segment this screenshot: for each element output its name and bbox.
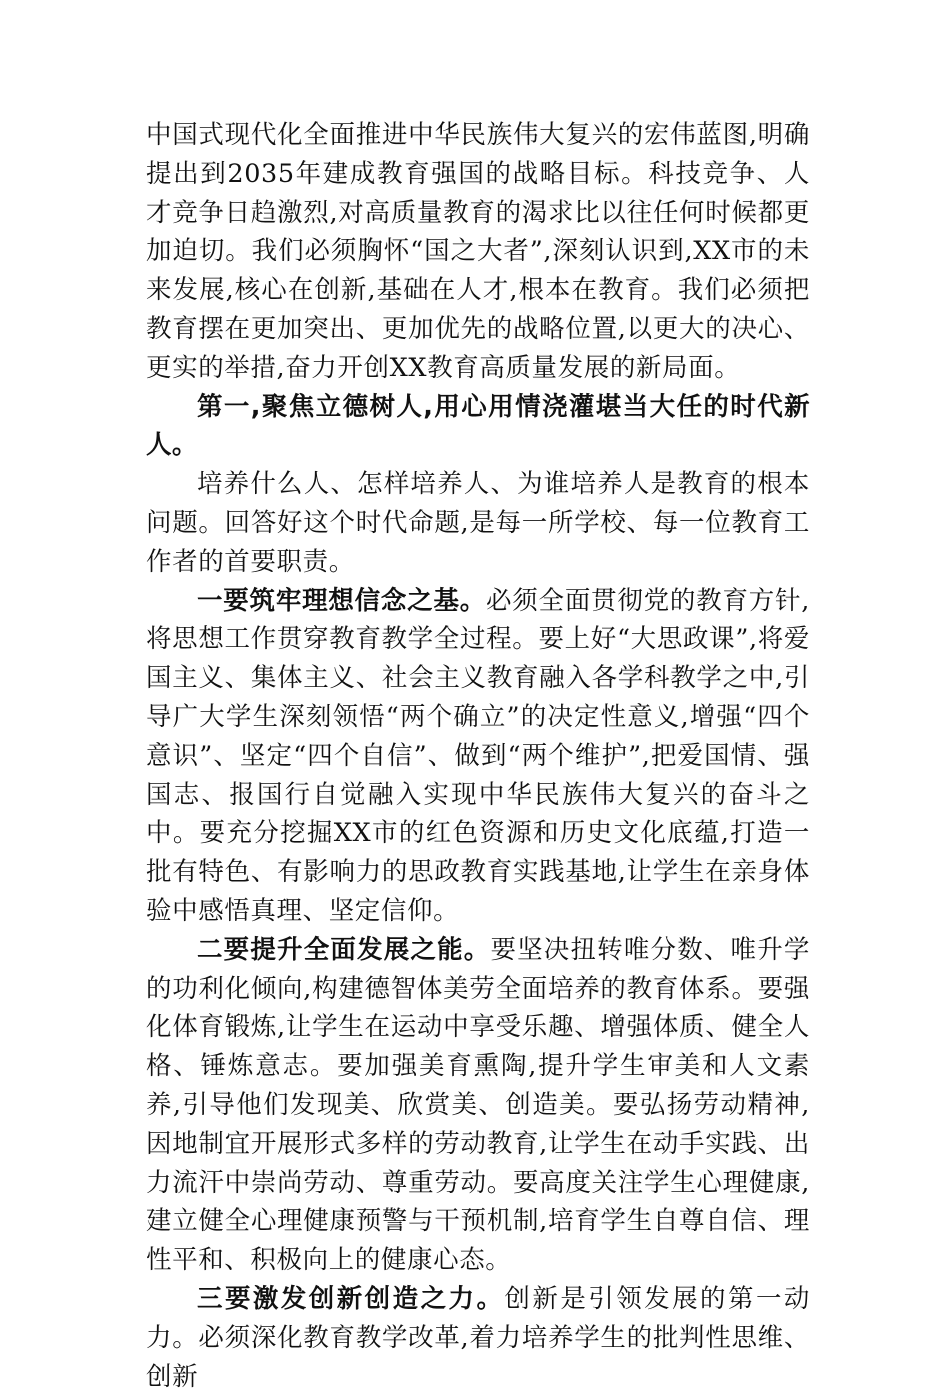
point-2-body: 要坚决扭转唯分数、唯升学的功利化倾向,构建德智体美劳全面培养的教育体系。要强化体育锻炼,让学生在运动中享受乐趣、增强体质、健全人格、锤炼意志。要加强美育熏陶,提升学生审美和人文素养,引导他们发现美、欣赏美、创造美。要弘扬劳动精神,因地制宜开展形式多样的劳动教育,让学生在动手实践、出力流汗中崇尚劳动、尊重劳动。要高度关注学生心理健康,建立健全心理健康预警与干预机制,培育学生自尊自信、理性平和、积极向上的健康心态。 [146,934,810,1276]
point-3-paragraph [146,1280,810,1396]
point-1-body: 必须全面贯彻党的教育方针,将思想工作贯穿教育教学全过程。要上好“大思政课”,将爱国主义、集体主义、社会主义教育融入各学科教学之中,引导广大学生深刻领悟“两个确立”的决定性意义,增强“四个意识”、坚定“四个自信”、做到“两个维护”,把爱国情、强国志、报国行自觉融入实现中华民族伟大复兴的奋斗之中。要充分挖掘XX市的红色资源和历史文化底蕴,打造一批有特色、有影响力的思政教育实践基地,让学生在亲身体验中感悟真理、坚定信仰。 [146,585,810,926]
point-1-lead: 一要筑牢理想信念之基。 [197,585,486,616]
point-3-body: 创新是引领发展的第一动力。必须深化教育教学改革,着力培养学生的批判性思维、创新 [146,1283,810,1392]
point-2-paragraph [146,931,810,1280]
document-body [146,116,810,1396]
intro-paragraph: 中国式现代化全面推进中华民族伟大复兴的宏伟蓝图,明确提出到2035年建成教育强国的战略目标。科技竞争、人才竞争日趋激烈,对高质量教育的渴求比以往任何时候都更加迫切。我们必须胸怀“国之大者”,深刻认识到,XX市的未来发展,核心在创新,基础在人才,根本在教育。我们必须把教育摆在更加突出、更加优先的战略位置,以更大的决心、更实的举措,奋力开创XX教育高质量发展的新局面。 [146,120,810,383]
point-1-paragraph [146,582,810,931]
point-2-lead: 二要提升全面发展之能。 [197,934,491,965]
point-3-lead: 三要激发创新创造之力。 [197,1283,505,1314]
section-intro-paragraph: 培养什么人、怎样培养人、为谁培养人是教育的根本问题。回答好这个时代命题,是每一所学校、每一位教育工作者的首要职责。 [146,469,810,577]
section-heading: 第一,聚焦立德树人,用心用情浇灌堪当大任的时代新人。 [146,391,810,461]
